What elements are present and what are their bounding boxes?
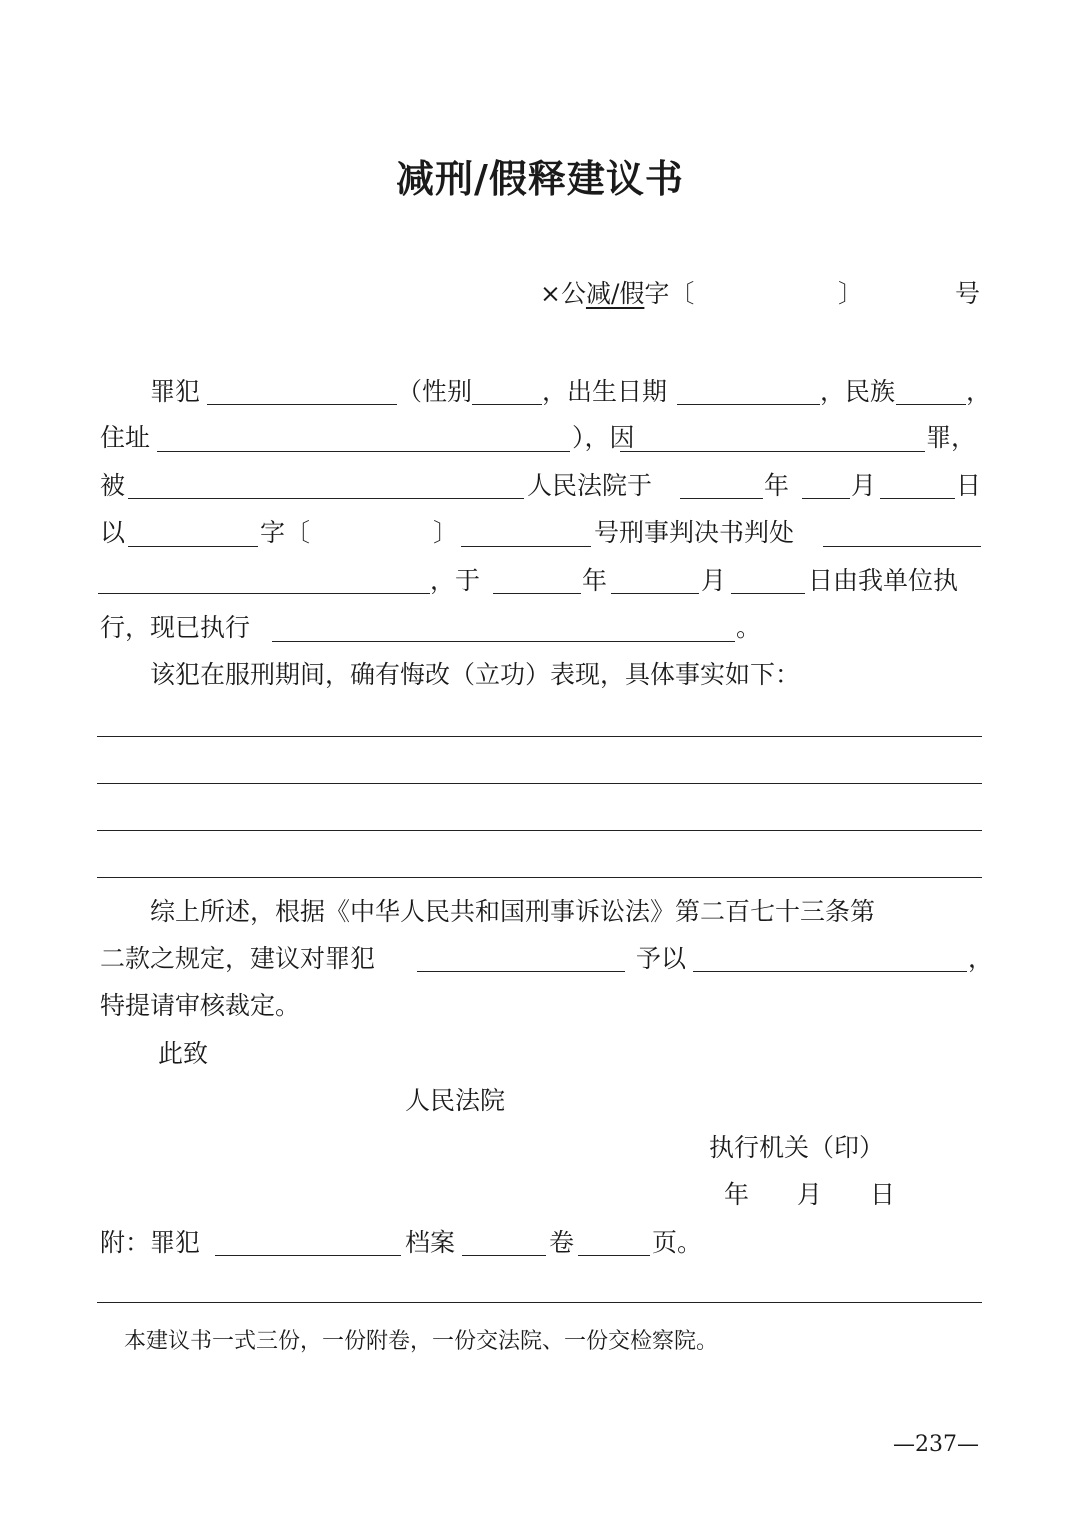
- comma2: ，: [968, 944, 994, 973]
- comma: ，: [966, 377, 992, 406]
- year-blank[interactable]: [680, 498, 763, 499]
- doc-number-prefix: ×公减/假字〔: [540, 279, 695, 308]
- doc-number-type: 减/假: [585, 279, 645, 308]
- gender-label: （性别: [397, 377, 473, 406]
- doc-number-end: 号: [955, 279, 981, 308]
- footnote: 本建议书一式三份，一份附卷，一份交法院、一份交检察院。: [124, 1329, 719, 1354]
- facts-line[interactable]: [97, 736, 982, 737]
- ethnicity-blank[interactable]: [896, 404, 966, 405]
- with-label: 以: [100, 518, 126, 547]
- exec-month-blank[interactable]: [611, 593, 699, 594]
- period: 。: [736, 613, 762, 642]
- volume-label: 卷: [549, 1228, 575, 1257]
- footer-divider: [97, 1302, 982, 1303]
- document-title: 减刑/假释建议书: [396, 156, 684, 201]
- birthdate-label: ，出生日期: [542, 377, 668, 406]
- facts-line[interactable]: [97, 783, 982, 784]
- crime-suffix: 罪，: [926, 423, 977, 452]
- sign-year: 年: [724, 1180, 750, 1209]
- addressee: 人民法院: [405, 1086, 506, 1115]
- at-label: ，于: [430, 566, 481, 595]
- sign-month: 月: [797, 1180, 823, 1209]
- doc-number-close: 〕: [838, 279, 864, 308]
- day-blank[interactable]: [880, 498, 955, 499]
- month-blank[interactable]: [802, 498, 850, 499]
- signer: 执行机关（印）: [709, 1133, 885, 1162]
- measure-blank[interactable]: [693, 971, 967, 972]
- attachment-label: 附：罪犯: [100, 1228, 201, 1257]
- sign-day: 日: [870, 1180, 896, 1209]
- court-label: 人民法院于: [527, 471, 653, 500]
- grant-label: 予以: [636, 944, 687, 973]
- facts-line[interactable]: [97, 877, 982, 878]
- salutation: 此致: [158, 1039, 209, 1068]
- sentence-blank[interactable]: [823, 546, 981, 547]
- sentence-continued-blank[interactable]: [98, 593, 430, 594]
- month-label: 月: [851, 471, 877, 500]
- day-label: 日: [956, 471, 982, 500]
- conclusion-line3: 特提请审核裁定。: [100, 991, 301, 1020]
- exec-month-label: 月: [701, 566, 727, 595]
- criminal-label: 罪犯: [150, 377, 201, 406]
- conclusion-line2: 二款之规定，建议对罪犯: [100, 944, 376, 973]
- page-blank[interactable]: [578, 1255, 650, 1256]
- by-label: 被: [100, 471, 126, 500]
- page-number: —237—: [893, 1432, 979, 1457]
- char-label: 字〔: [260, 518, 311, 547]
- ethnicity-label: ，民族: [820, 377, 896, 406]
- attachment-name-blank[interactable]: [215, 1255, 401, 1256]
- facts-line[interactable]: [97, 830, 982, 831]
- archive-label: 档案: [405, 1228, 456, 1257]
- exec-year-label: 年: [582, 566, 608, 595]
- page-label: 页。: [652, 1228, 703, 1257]
- cause-label: ），因: [572, 423, 635, 452]
- exec-year-blank[interactable]: [493, 593, 581, 594]
- exec-day-label: 日由我单位执: [808, 566, 959, 595]
- conclusion-line1: 综上所述，根据《中华人民共和国刑事诉讼法》第二百七十三条第: [150, 897, 876, 926]
- executed-label: 行，现已执行: [100, 613, 251, 642]
- criminal-name-blank[interactable]: [417, 971, 625, 972]
- crime-blank[interactable]: [620, 451, 925, 452]
- judgment-label: 号刑事判决书判处: [594, 518, 795, 547]
- facts-intro: 该犯在服刑期间，确有悔改（立功）表现，具体事实如下：: [150, 660, 801, 689]
- year-label: 年: [764, 471, 790, 500]
- name-blank[interactable]: [207, 404, 397, 405]
- bracket-close: 〕: [433, 518, 459, 547]
- address-blank[interactable]: [157, 451, 570, 452]
- exec-day-blank[interactable]: [731, 593, 805, 594]
- court-blank[interactable]: [128, 498, 524, 499]
- volume-blank[interactable]: [462, 1255, 546, 1256]
- gender-blank[interactable]: [472, 404, 542, 405]
- address-label: 住址: [100, 423, 151, 452]
- court-code-blank[interactable]: [128, 546, 258, 547]
- executed-blank[interactable]: [272, 641, 735, 642]
- judgment-number-blank[interactable]: [461, 546, 591, 547]
- birthdate-blank[interactable]: [677, 404, 820, 405]
